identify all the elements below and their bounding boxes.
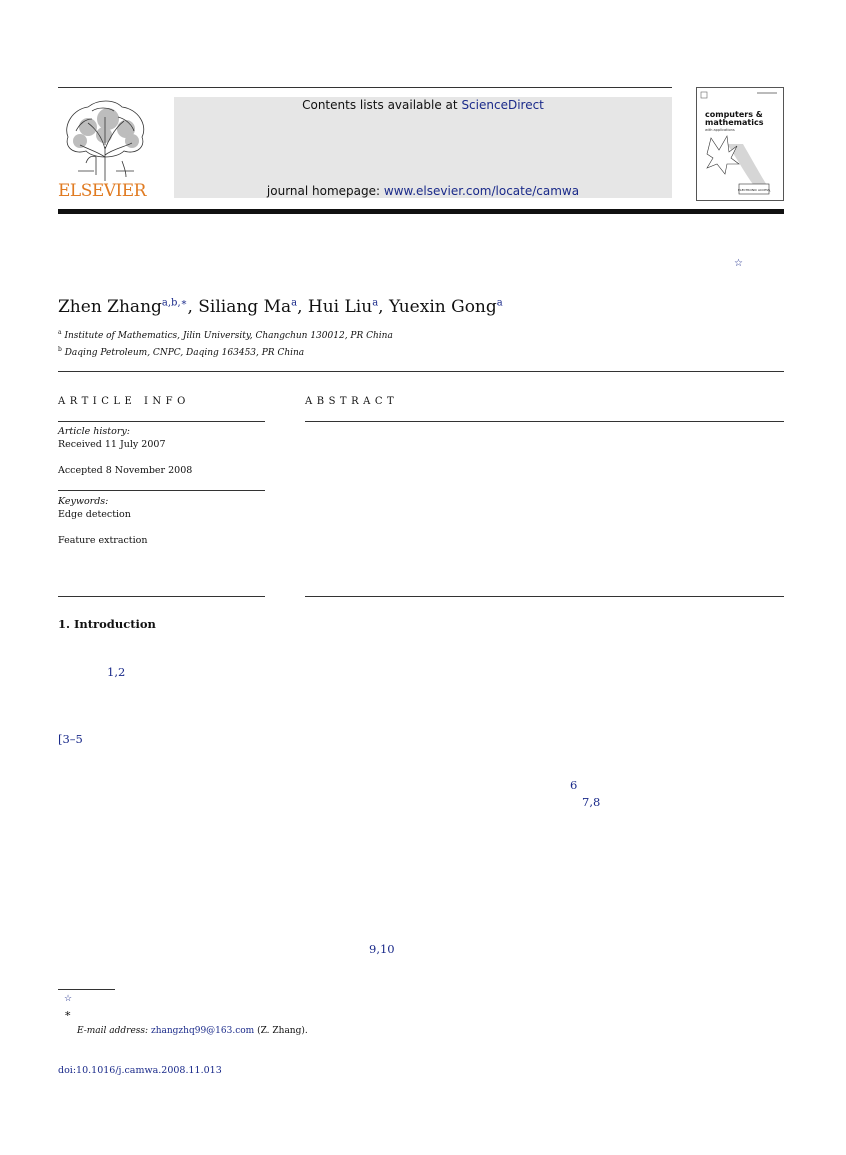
- header-thick-rule: [58, 209, 784, 214]
- article-history-label: Article history:: [58, 426, 130, 437]
- email-suffix: (Z. Zhang).: [254, 1026, 308, 1036]
- footnote-asterisk: ∗: [64, 1007, 72, 1020]
- affiliation-text: Institute of Mathematics, Jilin University, Changchun 130012, PR China: [64, 331, 393, 341]
- accepted-date: Accepted 8 November 2008: [58, 465, 193, 476]
- author-affiliation-sup[interactable]: a: [291, 297, 298, 309]
- divider: [58, 421, 265, 422]
- author-list: Zhen Zhang$^{a,b,∗}$, Siliang Ma$^a$, Hui Liu$^a$, Yuexin Gong$^a$: [58, 297, 503, 317]
- journal-cover: [696, 87, 784, 201]
- citation-link[interactable]: [3–5: [58, 732, 83, 746]
- cover-subtitle: with applications: [705, 128, 735, 132]
- keyword: Feature extraction: [58, 535, 148, 546]
- publisher-logo-text: ELSEVIER: [58, 181, 146, 201]
- cover-title-line2: mathematics: [705, 118, 764, 127]
- title-footnote-star-icon[interactable]: ☆: [734, 258, 743, 269]
- divider: [305, 421, 784, 422]
- email-link[interactable]: zhangzhq99@163.com: [150, 1026, 255, 1036]
- cover-badge: ELECTRONIC ACCESS: [738, 188, 770, 192]
- author-name: Yuexin Gong: [388, 297, 497, 317]
- doi-link[interactable]: doi:10.1016/j.camwa.2008.11.013: [58, 1065, 222, 1076]
- keyword: Edge detection: [58, 509, 131, 520]
- abstract-heading: ABSTRACT: [305, 396, 399, 407]
- received-date: Received 11 July 2007: [58, 439, 166, 450]
- affiliation-b: [58, 346, 304, 358]
- author-name: Zhen Zhang: [58, 297, 162, 317]
- divider: [58, 596, 265, 597]
- author-affiliation-sup[interactable]: a: [372, 297, 379, 309]
- homepage-line: [174, 184, 672, 198]
- divider: [58, 371, 784, 372]
- cover-title-line1: computers &: [705, 110, 763, 119]
- sciencedirect-link[interactable]: ScienceDirect: [461, 98, 544, 112]
- divider: [305, 596, 784, 597]
- article-info-heading: ARTICLE INFO: [58, 396, 190, 407]
- homepage-prefix: journal homepage:: [266, 184, 384, 198]
- author-name: Siliang Ma: [198, 297, 292, 317]
- journal-banner: [174, 97, 672, 198]
- author-affiliation-sup[interactable]: a,b,∗: [161, 297, 188, 309]
- email-label: E-mail address:: [77, 1026, 151, 1036]
- affiliation-key: b: [58, 346, 62, 353]
- contents-line: [174, 98, 672, 112]
- footnote-email: [77, 1026, 308, 1036]
- author-name: Hui Liu: [307, 297, 373, 317]
- citation-link[interactable]: 7,8: [582, 795, 601, 809]
- affiliation-key: a: [58, 329, 62, 336]
- contents-prefix: Contents lists available at: [302, 98, 462, 112]
- footnote-star-icon: ☆: [64, 994, 73, 1004]
- footnote-rule: [58, 989, 115, 990]
- citation-link[interactable]: 1,2: [107, 665, 126, 679]
- citation-link[interactable]: 6: [570, 778, 578, 792]
- section-heading-introduction: 1. Introduction: [58, 617, 156, 631]
- divider: [58, 490, 265, 491]
- elsevier-tree-logo-icon: [58, 97, 152, 181]
- header-top-rule: [58, 87, 672, 88]
- citation-link[interactable]: 9,10: [369, 942, 395, 956]
- keywords-label: Keywords:: [58, 496, 109, 507]
- journal-homepage-link[interactable]: www.elsevier.com/locate/camwa: [383, 184, 580, 198]
- affiliation-a: [58, 329, 393, 341]
- affiliation-text: Daqing Petroleum, CNPC, Daqing 163453, PR China: [64, 348, 305, 358]
- author-affiliation-sup[interactable]: a: [496, 297, 503, 309]
- journal-cover-art-icon: [697, 88, 783, 200]
